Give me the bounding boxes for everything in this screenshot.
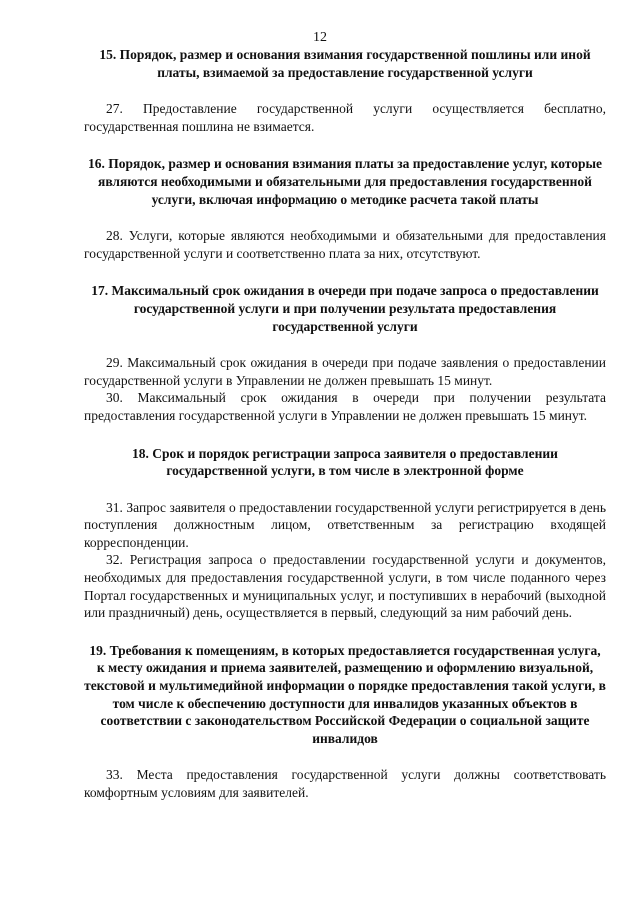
section-heading: 18. Срок и порядок регистрации запроса заявителя о предоставлении государственной услуги, в том числе в электронной форме — [132, 445, 558, 479]
paragraph-32: 32. Регистрация запроса о предоставлении государственной услуги и документов, необходимых для предоставления государственной услуги, в том числе поданного через Портал государственных и муниципальных услуг, и поступивших в нерабочий (выходной или праздничный) день, осуществляется в первый, следующий за ним рабочий день. — [84, 552, 606, 621]
page-number: 12 — [313, 30, 327, 45]
document-body — [84, 46, 606, 802]
paragraph-27: 27. Предоставление государственной услуги осуществляется бесплатно, государственная пошлина не взимается. — [84, 101, 606, 134]
paragraph-30: 30. Максимальный срок ожидания в очереди при получении результата предоставления государственной услуги в Управлении не должен превышать 15 минут. — [84, 390, 606, 423]
section-heading: 15. Порядок, размер и основания взимания государственной пошлины или иной платы, взимаемой за предоставление государственной услуги — [99, 47, 591, 80]
paragraph-33: 33. Места предоставления государственной услуги должны соответствовать комфортным условиям для заявителей. — [84, 767, 606, 800]
section-heading: 16. Порядок, размер и основания взимания платы за предоставление услуг, которые являются необходимыми и обязательными для предоставления государственной услуги, включая информацию о методике расчета такой платы — [87, 156, 603, 207]
section-heading: 17. Максимальный срок ожидания в очереди при подаче запроса о предоставлении государственной услуги и при получении результата предоставления государственной услуги — [91, 283, 599, 334]
section-19 — [84, 642, 606, 802]
section-17 — [84, 282, 606, 424]
paragraph-31: 31. Запрос заявителя о предоставлении государственной услуги регистрируется в день поступления должностным лицом, ответственным за регистрацию входящей корреспонденции. — [84, 499, 606, 550]
section-16 — [84, 155, 606, 262]
paragraph-29: 29. Максимальный срок ожидания в очереди при подаче заявления о предоставлении государственной услуги в Управлении не должен превышать 15 минут. — [84, 355, 606, 388]
section-18 — [84, 445, 606, 622]
section-heading: 19. Требования к помещениям, в которых предоставляется государственная услуга, к месту ожидания и приема заявителей, размещению и оформлению визуальной, текстовой и мультимедийной информации о порядке предоставления такой услуги, в том числе к обеспечению доступности для инвалидов указанных объектов в соответствии с законодательством Российской Федерации о социальной защите инвалидов — [84, 642, 606, 746]
section-15 — [84, 46, 606, 135]
paragraph-28: 28. Услуги, которые являются необходимыми и обязательными для предоставления государственной услуги и соответственно плата за них, отсутствуют. — [84, 228, 606, 261]
